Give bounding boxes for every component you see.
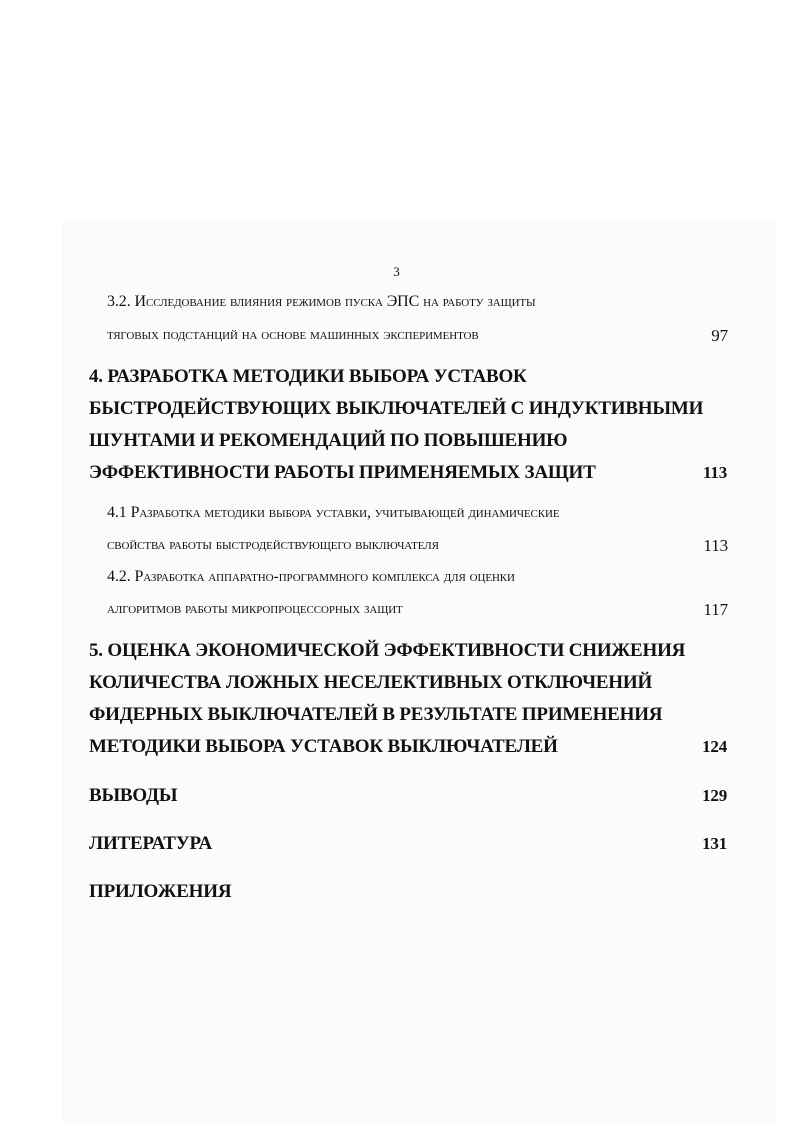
- toc-chapter-5-line3: ФИДЕРНЫХ ВЫКЛЮЧАТЕЛЕЙ В РЕЗУЛЬТАТЕ ПРИМЕНЕНИЯ: [89, 704, 663, 725]
- toc-chapter-4-line3: ШУНТАМИ И РЕКОМЕНДАЦИЙ ПО ПОВЫШЕНИЮ: [89, 430, 568, 451]
- toc-appendices-title: ПРИЛОЖЕНИЯ: [89, 881, 232, 902]
- toc-entry-4-1-line2: свойства работы быстродействующего выключателя: [107, 536, 439, 553]
- page-number: 3: [393, 264, 400, 279]
- toc-chapter-4-line2: БЫСТРОДЕЙСТВУЮЩИХ ВЫКЛЮЧАТЕЛЕЙ С ИНДУКТИВНЫМИ: [89, 398, 704, 419]
- toc-entry-4-1-page: 113: [703, 536, 728, 555]
- toc-entry-4-1-line1: 4.1 Разработка методики выбора уставки, учитывающей динамические: [107, 504, 560, 521]
- toc-conclusions-title: ВЫВОДЫ: [89, 785, 178, 806]
- toc-literature-title: ЛИТЕРАТУРА: [89, 833, 213, 854]
- toc-chapter-4-line4: ЭФФЕКТИВНОСТИ РАБОТЫ ПРИМЕНЯЕМЫХ ЗАЩИТ: [89, 462, 596, 483]
- toc-chapter-5-line1: 5. ОЦЕНКА ЭКОНОМИЧЕСКОЙ ЭФФЕКТИВНОСТИ СНИЖЕНИЯ: [89, 640, 686, 661]
- toc-chapter-5-line4: МЕТОДИКИ ВЫБОРА УСТАВОК ВЫКЛЮЧАТЕЛЕЙ: [89, 736, 558, 757]
- toc-entry-4-2-line2: алгоритмов работы микропроцессорных защит: [107, 600, 403, 617]
- toc-chapter-4-page: 113: [703, 463, 727, 482]
- toc-chapter-4-line1: 4. РАЗРАБОТКА МЕТОДИКИ ВЫБОРА УСТАВОК: [89, 366, 527, 387]
- toc-entry-3-2-page: 97: [711, 326, 728, 345]
- toc-conclusions-page: 129: [702, 786, 727, 805]
- toc-entry-4-2-line1: 4.2. Разработка аппаратно-программного комплекса для оценки: [107, 568, 515, 585]
- toc-literature-page: 131: [702, 834, 727, 853]
- toc-chapter-5-page: 124: [702, 737, 727, 756]
- toc-entry-4-2-page: 117: [703, 600, 728, 619]
- toc-chapter-5-line2: КОЛИЧЕСТВА ЛОЖНЫХ НЕСЕЛЕКТИВНЫХ ОТКЛЮЧЕНИЙ: [89, 672, 653, 693]
- toc-entry-3-2-line1: 3.2. Исследование влияния режимов пуска ЭПС на работу защиты: [107, 293, 536, 310]
- toc-entry-3-2-line2: тяговых подстанций на основе машинных экспериментов: [107, 326, 479, 343]
